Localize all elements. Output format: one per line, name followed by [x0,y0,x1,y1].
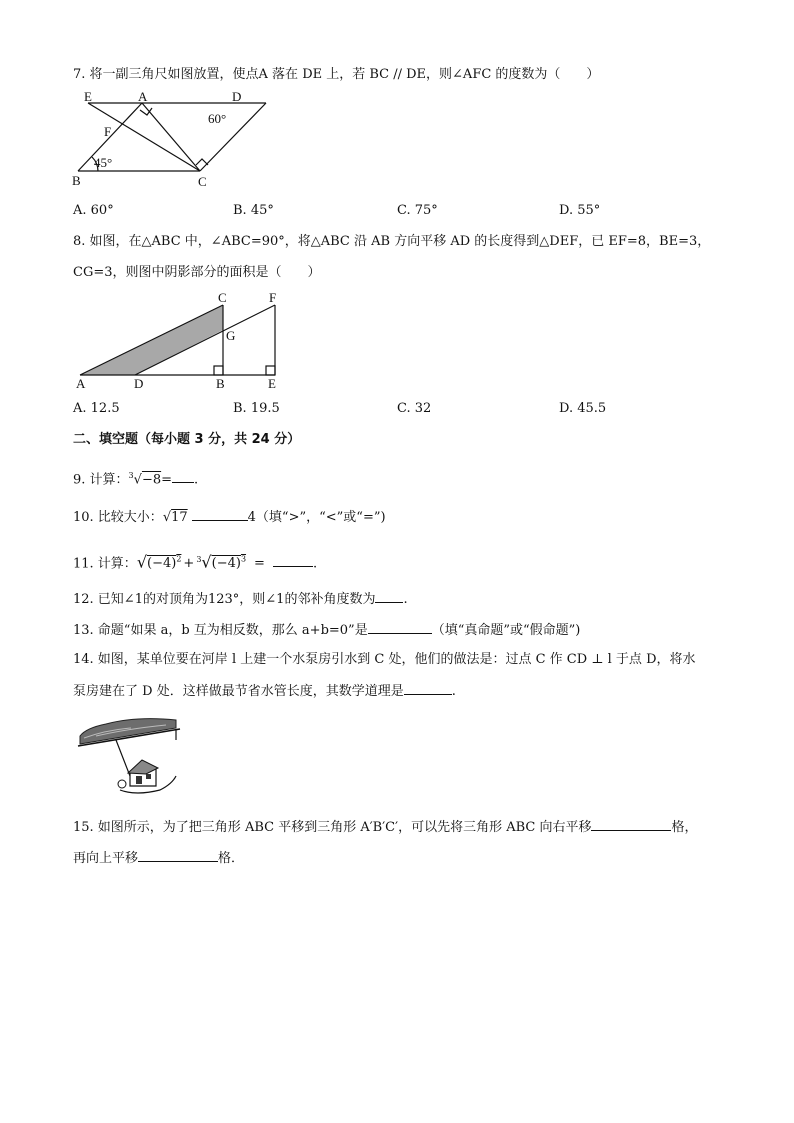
q13-line [73,621,580,640]
q15-line2-end: 格． [218,851,245,866]
q11-radicand-2 [212,556,246,571]
q13-answer-blank[interactable] [368,621,432,634]
radical-sign-icon: √ [133,472,142,488]
q8-option-c[interactable]: C. 32 [397,401,432,416]
q11-end: . [312,556,318,572]
q9-prefix: 9. 计算： [73,472,129,488]
q14-answer-blank[interactable] [404,682,452,695]
label-b: B [72,173,81,188]
q11-answer-blank[interactable] [273,554,313,567]
q12-line [73,590,408,609]
q10-suffix: 4（填“>”，“<”或“=”) [247,510,386,525]
q11-line [73,551,317,573]
radical-sign-icon: √ [162,510,172,525]
label-f: F [269,290,277,305]
q14-line2-text: 泵房建在了 D 处．这样做最节省水管长度，其数学道理是 [73,684,404,699]
q8-option-b[interactable]: B. 19.5 [233,401,280,416]
section-title: 二、填空题（每小题 3 分，共 24 分） [73,432,301,447]
angle-d-label: 60° [208,111,227,126]
q9-answer-blank[interactable] [172,470,194,483]
q8-option-d[interactable]: D. 45.5 [559,401,607,416]
river-illustration [76,716,186,801]
q9-radicand: −8 [141,472,162,488]
q8-option-a[interactable]: A. 12.5 [73,401,120,416]
label-b: B [216,376,225,391]
pipe-line [116,740,130,776]
q14-end: . [451,684,456,699]
label-e: E [84,89,92,104]
q15-line2 [73,849,244,868]
q11-root-index: 3 [196,555,202,564]
q10-prefix: 10. 比较大小： [73,510,163,525]
angle-b-label: 45° [94,155,113,170]
q11-exp2: 3 [240,555,247,564]
q7-option-a[interactable]: A. 60° [73,203,114,218]
right-angle-b [214,366,223,375]
q11-exp1: 2 [176,555,182,564]
q11-prefix: 11. 计算： [73,556,137,572]
q13-tail: （填“真命题”或“假命题”) [431,623,581,638]
q8-figure [70,290,290,390]
right-angle-a [140,108,152,115]
pump-house-icon [118,760,176,793]
q11-plus: + [183,556,195,572]
q9-root-index: 3 [128,471,134,480]
label-a: A [76,376,86,391]
q7-option-b[interactable]: B. 45° [233,203,274,218]
q10-radicand: 17 [171,510,188,525]
q7-figure [70,89,270,193]
q11-part2: (−4) [211,556,241,572]
q8-stem-line2: CG=3，则图中阴影部分的面积是（ ） [73,265,321,280]
right-angle-e [266,366,275,375]
q9-equals: = [161,472,173,488]
q7-option-d[interactable]: D. 55° [559,203,601,218]
q11-radicand-1 [147,556,181,571]
radical-sign-icon: √ [201,552,212,572]
q14-line2 [73,682,456,701]
label-g: G [226,328,236,343]
q15-answer-blank-up[interactable] [138,849,218,862]
label-d: D [232,89,242,104]
q9-end: . [194,472,199,488]
q15-line1-end: 格， [671,820,698,835]
label-a: A [138,89,148,104]
q9-line [73,467,198,489]
q11-equals: = [254,556,265,572]
radical-sign-icon: √ [136,552,148,572]
label-d: D [134,376,144,391]
q7-stem: 7. 将一副三角尺如图放置，使点A 落在 DE 上，若 BC // DE，则∠AFC 的度数为（ ） [73,67,600,82]
q12-end: . [403,592,408,607]
label-f: F [104,124,112,139]
q12-text: 12. 已知∠1的对顶角为123°，则∠1的邻补角度数为 [73,592,376,607]
line-ac [142,103,200,171]
q15-line1-text: 15. 如图所示，为了把三角形 ABC 平移到三角形 A′B′C′，可以先将三角形 ABC 向右平移 [73,820,592,835]
q15-line2-text: 再向上平移 [73,851,139,866]
label-e: E [268,376,276,391]
q7-option-c[interactable]: C. 75° [397,203,438,218]
q15-answer-blank-right[interactable] [591,818,671,831]
label-c: C [218,290,227,305]
q15-line1 [73,818,698,837]
q10-answer-blank[interactable] [192,508,248,521]
q12-answer-blank[interactable] [375,590,403,603]
q10-line [73,508,386,527]
label-c: C [198,174,207,189]
q14-line1: 14. 如图，某单位要在河岸 l 上建一个水泵房引水到 C 处，他们的做法是：过点 C 作 CD ⊥ l 于点 D，将水 [73,652,696,667]
q11-part1: (−4) [147,556,177,572]
q13-text: 13. 命题“如果 a，b 互为相反数，那么 a+b=0”是 [73,623,368,638]
q8-stem-line1: 8. 如图，在△ABC 中，∠ABC=90°，将△ABC 沿 AB 方向平移 AD 的长度得到△DEF，已 EF=8，BE=3， [73,234,711,249]
